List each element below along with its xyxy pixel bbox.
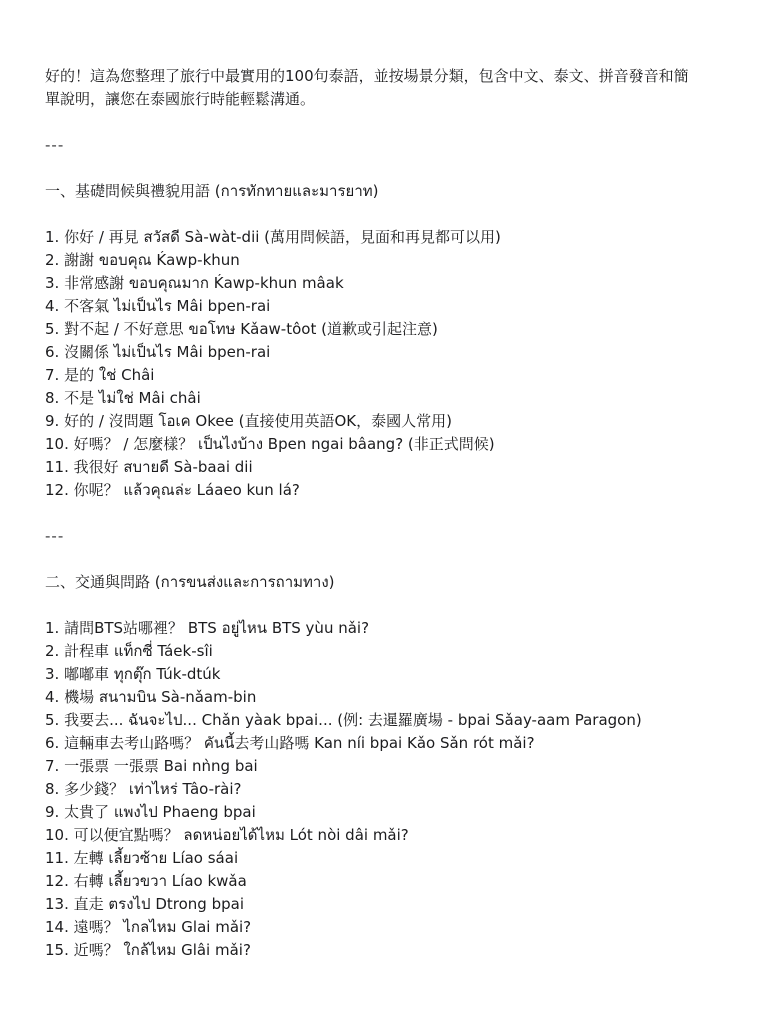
section-heading-transport: 二、交通與問路 (การขนส่งและการถามทาง) — [45, 573, 335, 591]
section-divider: --- — [45, 527, 65, 545]
list-item: 3. 非常感謝 ขอบคุณมาก Ḱawp-khun mâak — [45, 274, 344, 292]
intro-line: 好的！這為您整理了旅行中最實用的100句泰語，並按場景分類，包含中文、泰文、拼音發音和簡 — [45, 67, 689, 85]
list-item: 6. 沒關係 ไม่เป็นไร Mâi bpen-rai — [45, 343, 271, 361]
list-item: 12. 你呢？ แล้วคุณล่ะ Láaeo kun lá? — [45, 481, 300, 499]
list-item: 5. 我要去... ฉันจะไป... Chǎn yàak bpai... (例: 去暹羅廣場 - bpai Sǎay-aam Paragon) — [45, 711, 642, 729]
section-divider: --- — [45, 136, 65, 154]
document-page — [45, 65, 735, 962]
list-item: 7. 是的 ใช่ Châi — [45, 366, 155, 384]
list-item: 3. 嘟嘟車 ทุกตุ๊ก Túk-dtúk — [45, 665, 221, 683]
list-item: 13. 直走 ตรงไป Dtrong bpai — [45, 895, 244, 913]
intro-paragraph — [45, 65, 735, 111]
list-item: 8. 多少錢？ เท่าไหร่ Tâo-rài? — [45, 780, 242, 798]
list-item: 1. 請問BTS站哪裡？ BTS อยู่ไหน BTS yùu nǎi? — [45, 619, 370, 637]
list-item: 2. 謝謝 ขอบคุณ Ḱawp-khun — [45, 251, 240, 269]
list-item: 8. 不是 ไม่ใช่ Mâi châi — [45, 389, 201, 407]
list-item: 6. 這輛車去考山路嗎？ คันนี้去考山路嗎 Kan níi bpai Kǎo Sǎn rót mǎi? — [45, 734, 535, 752]
list-item: 2. 計程車 แท็กซี่ Táek-sîi — [45, 642, 213, 660]
list-item: 15. 近嗎？ ใกล้ไหม Glâi mǎi? — [45, 941, 251, 959]
list-item: 4. 不客氣 ไม่เป็นไร Mâi bpen-rai — [45, 297, 271, 315]
list-item: 14. 遠嗎？ ไกลไหม Glai mǎi? — [45, 918, 252, 936]
list-item: 11. 我很好 สบายดี Sà-baai dii — [45, 458, 253, 476]
list-item: 9. 太貴了 แพงไป Phaeng bpai — [45, 803, 256, 821]
list-item: 1. 你好 / 再見 สวัสดี Sà-wàt-dii (萬用問候語，見面和再見都可以用) — [45, 228, 501, 246]
phrase-list-basics — [45, 226, 735, 502]
section-heading-basics: 一、基礎問候與禮貌用語 (การทักทายและมารยาท) — [45, 182, 379, 200]
list-item: 11. 左轉 เลี้ยวซ้าย Líao sáai — [45, 849, 239, 867]
list-item: 10. 可以便宜點嗎？ ลดหน่อยได้ไหม Lót nòi dâi mǎi? — [45, 826, 409, 844]
list-item: 12. 右轉 เลี้ยวขวา Líao kwǎa — [45, 872, 247, 890]
list-item: 5. 對不起 / 不好意思 ขอโทษ Kǎaw-tôot (道歉或引起注意) — [45, 320, 438, 338]
phrase-list-transport — [45, 617, 735, 962]
list-item: 7. 一張票 一張票 Bai nǹng bai — [45, 757, 258, 775]
list-item: 10. 好嗎？ / 怎麼樣？ เป็นไงบ้าง Bpen ngai bâang? (非正式問候) — [45, 435, 495, 453]
list-item: 9. 好的 / 沒問題 โอเค Okee (直接使用英語OK，泰國人常用) — [45, 412, 452, 430]
intro-line: 單說明，讓您在泰國旅行時能輕鬆溝通。 — [45, 90, 316, 108]
list-item: 4. 機場 สนามบิน Sà-nǎam-bin — [45, 688, 257, 706]
